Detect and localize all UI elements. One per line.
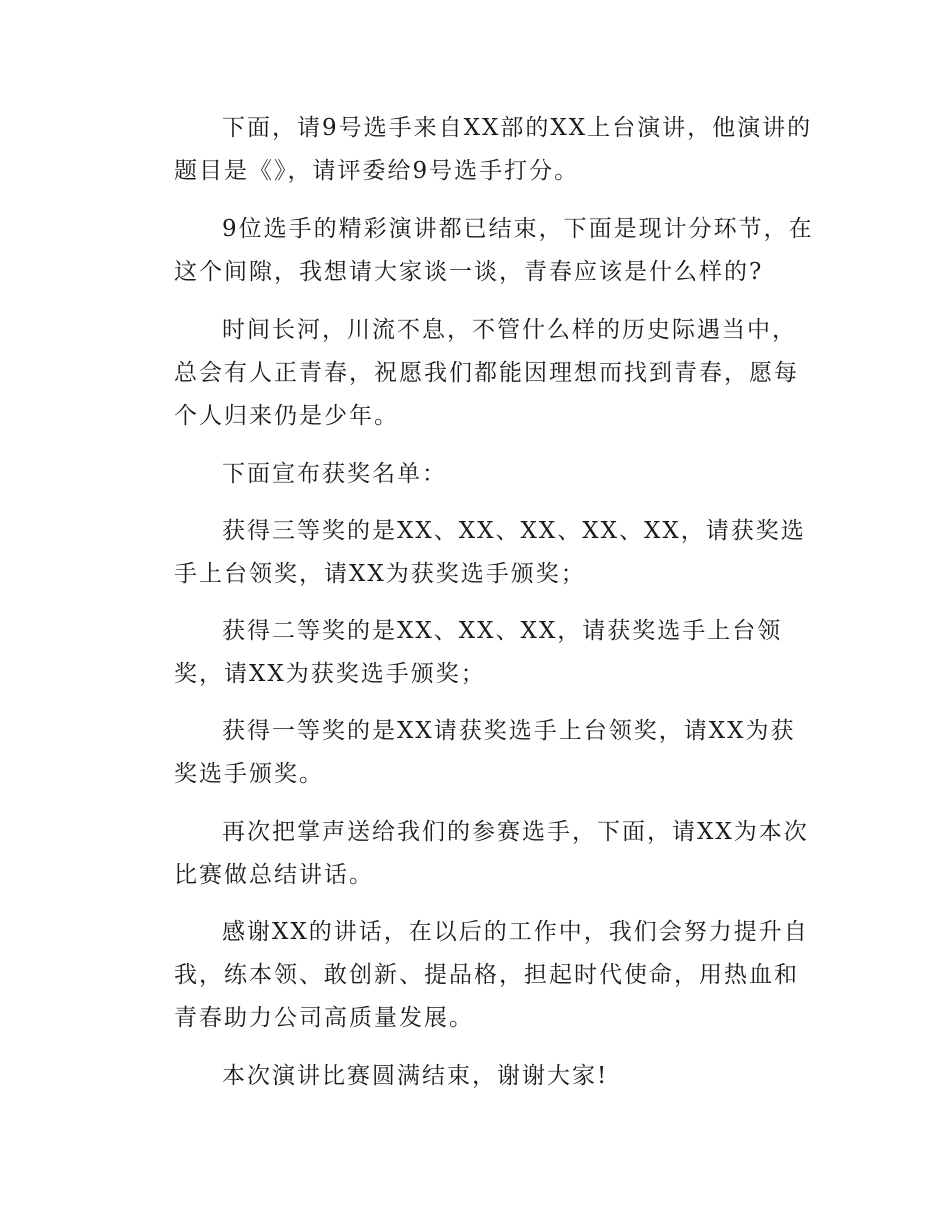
- paragraph-second-prize: 获得二等奖的是XX、XX、XX，请获奖选手上台领奖，请XX为获奖选手颁奖；: [174, 618, 783, 687]
- paragraph-youth-reflection: 时间长河，川流不息，不管什么样的历史际遇当中，总会有人正青春，祝愿我们都能因理想而找到青春，愿每个人归来仍是少年。: [174, 317, 799, 429]
- paragraph-closing-speech-invite: 再次把掌声送给我们的参赛选手，下面，请XX为本次比赛做总结讲话。: [174, 819, 809, 888]
- paragraph-winners-announcement: 下面宣布获奖名单：: [222, 461, 447, 487]
- paragraph-contestant-9-intro: 下面，请9号选手来自XX部的XX上台演讲，他演讲的题目是《》，请评委给9号选手打分。: [174, 115, 813, 184]
- paragraph-thanks-speech: 感谢XX的讲话，在以后的工作中，我们会努力提升自我，练本领、敢创新、提品格，担起时代使命，用热血和青春助力公司高质量发展。: [174, 919, 809, 1031]
- paragraph-first-prize: 获得一等奖的是XX请获奖选手上台领奖，请XX为获奖选手颁奖。: [174, 718, 796, 787]
- paragraph-scoring-break: 9位选手的精彩演讲都已结束，下面是现计分环节，在这个间隙，我想请大家谈一谈，青春应该是什么样的?: [174, 216, 814, 285]
- paragraph-third-prize: 获得三等奖的是XX、XX、XX、XX、XX，请获奖选手上台领奖，请XX为获奖选手颁奖；: [174, 518, 806, 587]
- paragraph-event-closing: 本次演讲比赛圆满结束，谢谢大家!: [222, 1063, 609, 1089]
